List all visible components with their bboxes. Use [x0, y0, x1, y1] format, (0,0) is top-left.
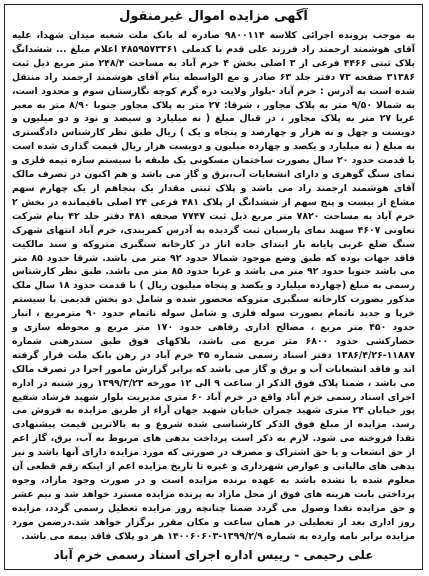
notice-body: به موجب پرونده اجرائی کلاسه ۹۸۰۰۱۱۴ صادره له بانک ملت شعبه میدان شهدا، علیه آقای هوشمند ارجمند راد فرزند علی قدم با کدملی ۴۸۵۹۵۷۳۳۶۱ اعلام مبلغ ... ششدانگ پلاک ثبتی ۴۴۶۶ فرعی از ۳ اصلی بخش ۴ خرم آباد به مساحت ۲۴۸/۴ متر مربع ذیل ثبت ۳۱۳۸۶ صفحه ۷۳ دفتر جلد ۶۳ صادر و مع الواسطه بنام آقای هوشمند ارجمند راد منتقل شده است به آدرس : خرم آباد -بلوار ولایت دره گرم کوچه نگارستان سوم و محدود است، به شمالا ۹/۵۰ متر به پلاک مجاور ، شرقا: ۲۷ متر به پلاک مجاور جنوبا ۸/۹۰ متر به معبر غربا ۲۷ متر به پلاک مجاور ، در قبال مبلغ ( نه میلیارد و سیصد و نود و دو میلیون و دویست و چهل و نه هزار و چهارصد و پنجاه و یک ) ریال طبق نظر کارشناس دادگستری به مبلغ ( نه میلیارد و یکصد و چهارده میلیون و دویست هزار ریال قیمت گذاری شده است با قدمت حدود ۲۰ سال بصورت ساختمان مسکونی یک طبقه با سیستم سازه تیمه فلزی و نمای سنگ گوهری و دارای انشعابات آب،برق و گاز می باشد و هم اکنون در تصرف مالک آقای هوشمند ارجمند راد می باشد و پلاک ثبتی مقدار یک پنجاهم از یک چهارم سهم مشاع از بیست و پنج سهم از ششدانگ از پلاک ۴۸۱ فرعی ۲۴ اصلی باقیمانده در بخش ۲ خرم آباد به مساحت ۷۸۲۰ متر مربع ذیل ثبت ۷۷۴۷ صحفه ۴۸۱ دفتر جلد ۴۲ بنام شرکت تعاونی ۴۶۰۷ سهند نمای پارسیان ثبت گردیده به آدرس کمربندی، خرم آباد انتهای شهرک سنگ ضلع غربی پایانه بار ابتدای جاده اناز در کارخانه سنگبری متروکه و سند مالکیت فاقد جهات بوده که طبق وضع موجود شمالا حدود ۹۲ متر می باشد. شرقا حدود ۸۵ متر می باشد جنوبا حدود ۹۲ متر می باشد و غربا حدود ۸۵ متر می باشد. طبق نظر کارشناس رسمی به مبلغ (چهارده میلیارد و یکصد و پنجاه میلیون ریال ) با قدمت حدود ۱۸ سال ملک مذکور بصورت کارخانه سنگبری متروکه محصور شده و شامل دو بخش قدیمی با سیستم خرپا و جدید ناتمام بصورت سوله فلزی و شامل سوله ناتمام حدود ۹۰ مترمربع ، انبار حدود ۴۵۰ متر مربع ، مصالح اداری رفاهی حدود ۱۷۰ متر مربع و محوطه سازی و حصارکشی حدود ۶۸۰۰ متر مربع می باشد، بلاکهای فوق طبق سندرهنی شماره ۱۱۸۸۷-۱۳۸۶/۴/۲۶ دفتر اسناد رسمی شماره ۴۵ خرم آباد در رهن بانک ملت قرار گرفته اند و فاقد انشعابات آب و برق و گاز می باشد که برابر گزارش مامور اجرا در تصرف مالک می باشد ، ضمنا پلاک فوق الذکر از ساعت ۹ الی ۱۲ مورخه ۱۳۹۹/۳/۲۳ روز شنبه در اداره اجرای اسناد رسمی خرم آباد واقع در خرم آباد ۶۰ متری مدیریت بلوار شهید فرشاد شفیع پور خیابان ۲۴ متری شهید چمران خیابان شهید جهان آراء از طریق مزایده به فروش می رسد. مزایده از مبلغ فوق الذکر کارشناسی شده شروع و به بالاترین قیمت پیشنهادی نقدا فروخته می شود. لازم به ذکر است پرداخت بدهی های مربوط به آب، برق، گاز اعم از حق انشعاب و یا حق اشتراک و مصرف در صورتی که مورد مزایده دارای آنها باشد و نیز بدهی های مالیاتی و عوارض شهرداری و غیره تا تاریخ مزایده اعم از اینکه رقم قطعی آن معلوم شده یا نشده باشد به عهده برنده مزایده است و در صورت وجود مازاد، وجوه پرداختی بابت هزینه های فوق از محل مازاد به برنده مزایده مسترد خواهد شد و نیم عشر و حق مزایده نقدا وصول می گردد ضمنا چنانچه روز مزایده تعطیل رسمی گردد، مزایده روز اداری بعد از تعطیلی در همان ساعت و مکان مقرر برگزار خواهد شد.درضمن مورد مزایده برابر نامه وارده به شماره ۱۳۹۹/۲/۹-۱۴۰۰۶۰۶۰۳ هر دو پلاک فاقد بیمه می باشد.: [12, 30, 416, 542]
notice-signature: علی رحیمی - رییس اداره اجرای اسناد رسمی خرم آباد: [53, 547, 374, 562]
auction-notice: [4, 4, 423, 570]
notice-title: آگهی مزایده اموال غیرمنقول: [119, 9, 308, 24]
